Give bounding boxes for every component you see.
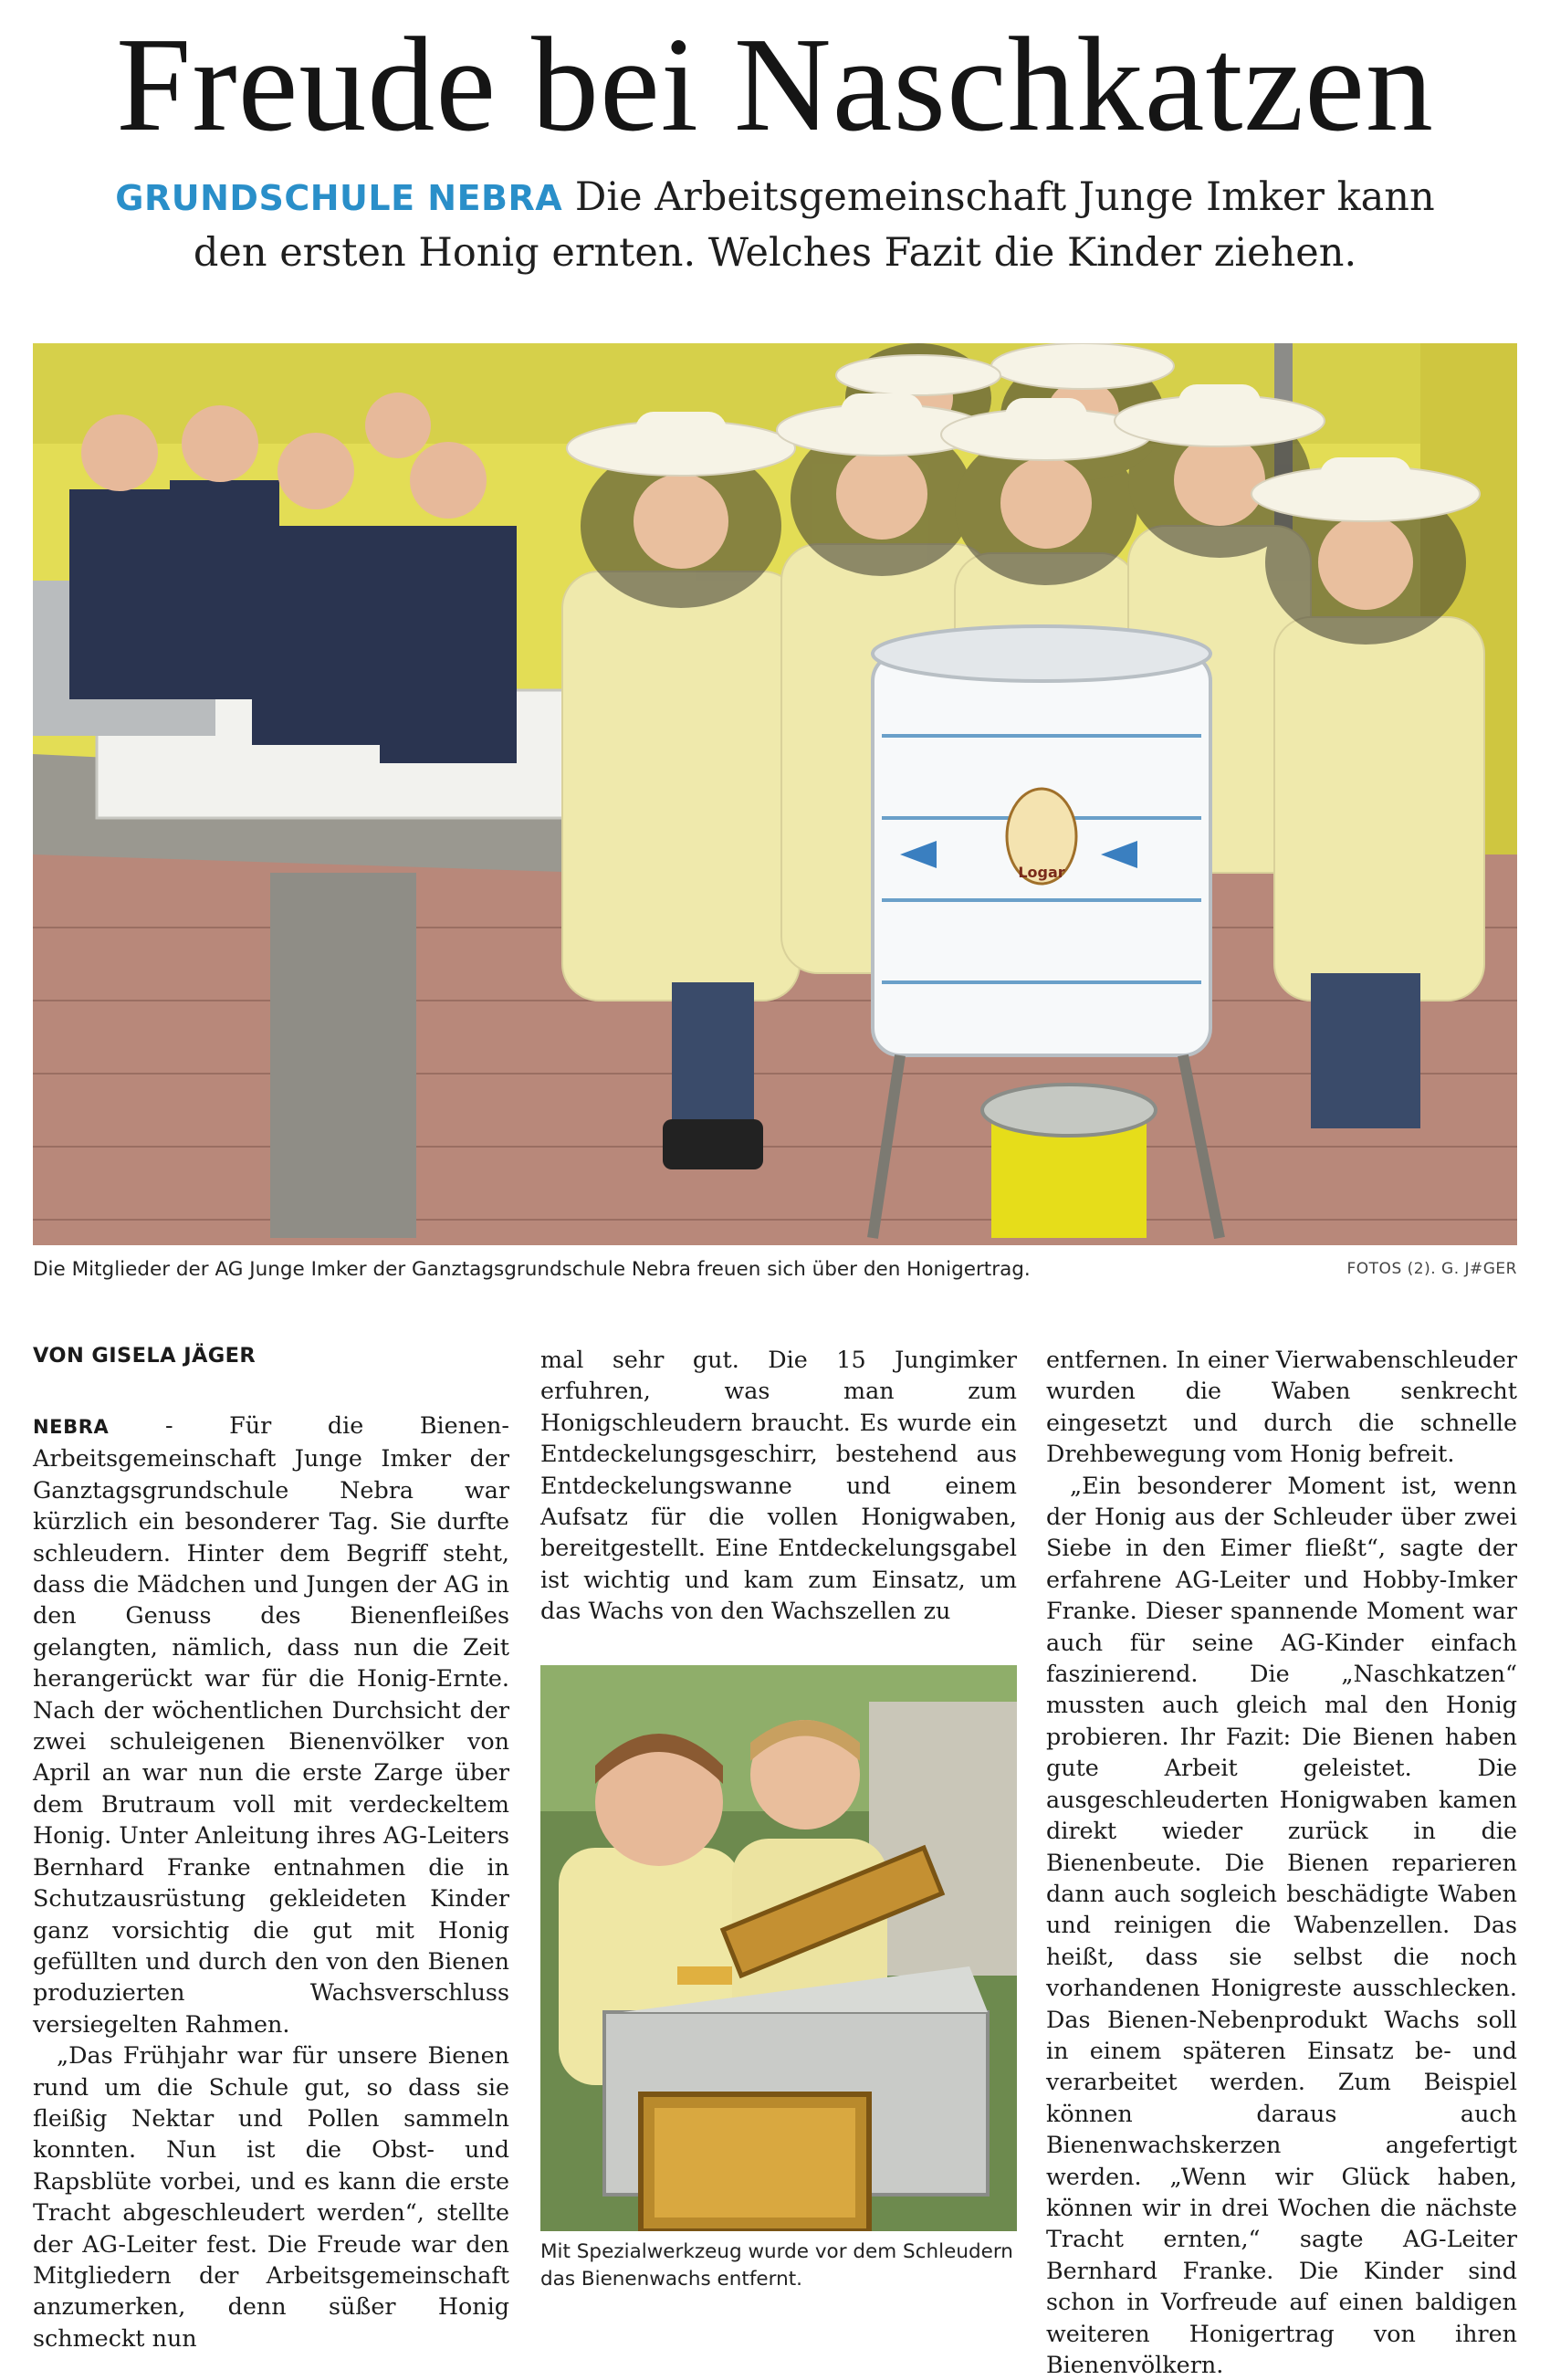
article-column-1 xyxy=(33,1410,509,2354)
subhead-text: Die Arbeitsgemeinschaft Junge Imker kann den ersten Honig ernten. Welches Fazit die Kinder ziehen. xyxy=(193,174,1435,276)
main-photo-illustration xyxy=(33,343,1517,1245)
article-paragraph: „Das Frühjahr war für unsere Bienen rund um die Schule gut, so dass sie fleißig Nektar und Pollen sammeln konnten. Nun ist die Obst- und Rapsblüte vorbei, und es kann die erste Tracht abgeschleudert werden“, stellte der AG-Leiter fest. Die Freude war den Mitgliedern der Arbeitsgemeinschaft anzumerken, denn süßer Honig schmeckt nun xyxy=(33,2041,509,2352)
small-photo xyxy=(540,1665,1017,2231)
article-paragraph: entfernen. In einer Vierwabenschleuder wurden die Waben senkrecht eingesetzt und durch die schnelle Drehbewegung vom Honig befreit. xyxy=(1046,1346,1517,1468)
article-paragraph: mal sehr gut. Die 15 Jungimker erfuhren, was man zum Honigschleudern braucht. Es wurde ein Entdeckelungsgeschirr, bestehend aus Entdeckelungswanne und einem Aufsatz für die vollen Honigwaben, bereitgestellt. Eine Entdeckelungsgabel ist wichtig und kam zum Einsatz, um das Wachs von den Wachszellen zu xyxy=(540,1346,1017,1625)
main-photo-caption: Die Mitglieder der AG Junge Imker der Ganztagsgrundschule Nebra freuen sich über den Honigertrag. xyxy=(33,1258,1031,1281)
headline: Freude bei Naschkatzen xyxy=(116,10,1434,160)
article-column-2 xyxy=(540,1344,1017,1627)
main-photo xyxy=(33,343,1517,1245)
photo-credit: FOTOS (2). G. J#GER xyxy=(1346,1260,1517,1278)
subheadline xyxy=(110,170,1440,280)
kicker: GRUNDSCHULE NEBRA xyxy=(115,178,563,218)
small-photo-illustration xyxy=(540,1665,1017,2231)
extractor-logo-text: Logar xyxy=(1018,864,1065,881)
article-column-3 xyxy=(1046,1344,1517,2380)
article-paragraph xyxy=(33,1410,509,2039)
article-paragraph: „Ein besonderer Moment ist, wenn der Honig aus der Schleuder über zwei Siebe in den Eimer fließt“, sagte der erfahrene AG-Leiter und Hobby-Imker Franke. Dieser spannende Moment war auch für seine AG-Kinder einfach faszinierend. Die „Naschkatzen“ mussten auch gleich mal den Honig probieren. Ihr Fazit: Die Bienen haben gute Arbeit geleistet. Die ausgeschleuderten Honigwaben kamen direkt wieder zurück in die Bienenbeute. Die Bienen reparieren dann auch sogleich beschädigte Waben und reinigen die Wabenzellen. Das heißt, dass sie selbst die noch vorhandenen Honigreste ausschlecken. Das Bienen-Nebenprodukt Wachs soll in einem späteren Einsatz be- und verarbeitet werden. Zum Beispiel können daraus auch Bienenwachskerzen angefertigt werden. „Wenn wir Glück haben, können wir in drei Wochen die nächste Tracht ernten,“ sagte AG-Leiter Bernhard Franke. Die Kinder sind schon in Vorfreude auf einen baldigen weiteren Honigertrag von ihren Bienenvölkern. xyxy=(1046,1471,1517,2378)
small-photo-caption: Mit Spezialwerkzeug wurde vor dem Schleudern das Bienenwachs entfernt. xyxy=(540,2240,1013,2291)
byline: VON GISELA JÄGER xyxy=(33,1344,257,1368)
paragraph-text: - Für die Bienen-Arbeitsgemeinschaft Junge Imker der Ganztagsgrundschule Nebra war kürzlich ein besonderer Tag. Sie durfte schleudern. Hinter dem Begriff steht, dass die Mädchen und Jungen der AG in den Genuss des Bienenfleißes gelangten, nämlich, dass nun die Zeit herangerückt war für die Honig-Ernte. Nach der wöchentlichen Durchsicht der zwei schuleigenen Bienenvölker von April an war nun die erste Zarge über dem Brutraum voll mit verdeckeltem Honig. Unter Anleitung ihres AG-Leiters Bernhard Franke entnahmen die in Schutzausrüstung gekleideten Kinder ganz vorsichtig die gut mit Honig gefüllten und durch den von den Bienen produzierten Wachsverschluss versiegelten Rahmen. xyxy=(33,1411,509,2038)
dateline: NEBRA xyxy=(33,1416,110,1438)
